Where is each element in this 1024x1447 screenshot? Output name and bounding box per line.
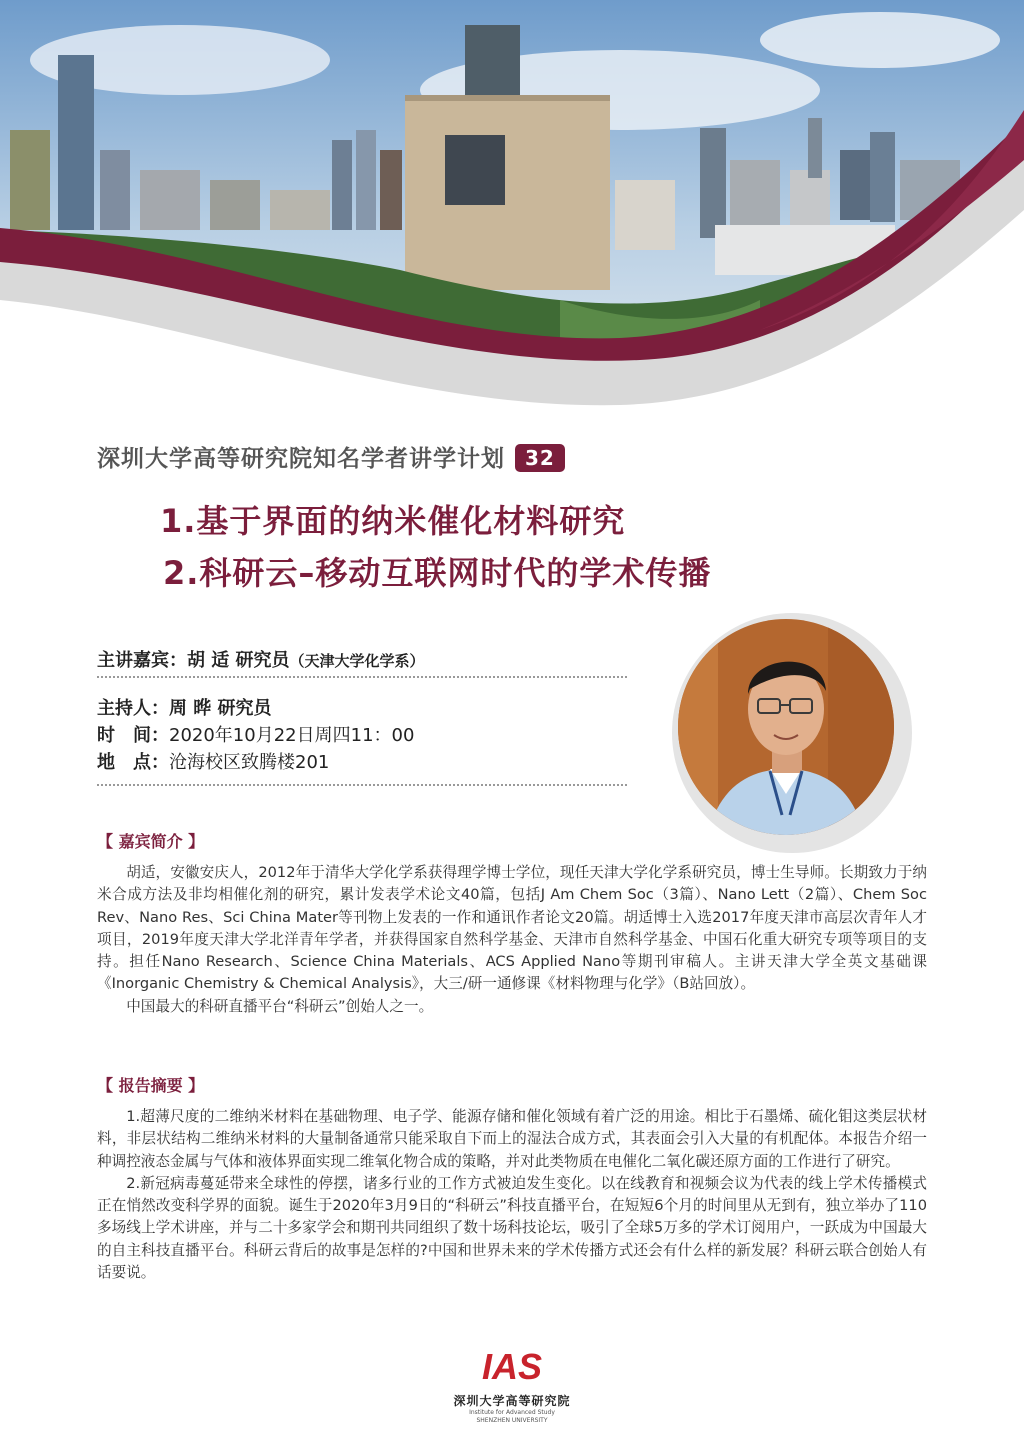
ias-logo-mark: [472, 1346, 552, 1386]
hero-banner-image: [0, 0, 1024, 430]
talk-title-2: 2.科研云–移动互联网时代的学术传播: [163, 554, 712, 592]
speaker-name: 胡 适 研究员: [187, 650, 290, 671]
logo-name-en-2: SHENZHEN UNIVERSITY: [476, 1417, 548, 1424]
speaker-label: 主讲嘉宾：: [97, 650, 187, 671]
abstract-heading: 【 报告摘要 】: [97, 1076, 205, 1095]
abstract-paragraph: 1.超薄尺度的二维纳米材料在基础物理、电子学、能源存储和催化领域有着广泛的用途。相比于石墨烯、硫化钼这类层状材料，非层状结构二维纳米材料的大量制备通常只能采取自下而上的湿法合成方式，其表面会引入大量的有机配体。本报告介绍一种调控液态金属与气体和液体界面实现二维氧化物合成的策略，并对此类物质在电催化二氧化碳还原方面的工作进行了研究。: [97, 1108, 927, 1170]
abstract-text: [97, 1106, 927, 1284]
speaker-affiliation: （天津大学化学系）: [289, 652, 425, 670]
place-label: 地 点：: [97, 752, 169, 773]
time-label: 时 间：: [97, 725, 169, 746]
bio-text: [97, 862, 927, 1018]
talk-title-1: 1.基于界面的纳米催化材料研究: [160, 502, 626, 540]
lecture-series-title: [97, 440, 565, 473]
host-value: 周 晔 研究员: [169, 698, 272, 719]
divider: [97, 784, 627, 786]
series-text: 深圳大学高等研究院知名学者讲学计划: [97, 446, 505, 472]
series-number-badge: 32: [515, 444, 565, 472]
time-line: [97, 721, 414, 747]
time-value: 2020年10月22日周四11：00: [169, 725, 415, 746]
host-label: 主持人：: [97, 698, 169, 719]
host-line: [97, 694, 272, 720]
place-line: [97, 748, 329, 774]
logo-name-cn: 深圳大学高等研究院: [453, 1394, 571, 1408]
bio-heading: 【 嘉宾简介 】: [97, 832, 205, 851]
place-value: 沧海校区致腾楼201: [169, 752, 330, 773]
logo-name-en-1: Institute for Advanced Study: [469, 1409, 555, 1416]
ias-logo-text: IAS: [481, 1346, 543, 1386]
speaker-portrait: [678, 619, 894, 835]
abstract-paragraph: 2.新冠病毒蔓延带来全球性的停摆，诸多行业的工作方式被迫发生变化。以在线教育和视频会议为代表的线上学术传播模式正在悄然改变科学界的面貌。诞生于2020年3月9日的“科研云”科技直播平台，在短短6个月的时间里从无到有，独立举办了110多场线上学术讲座，并与二十多家学会和期刊共同组织了数十场科技论坛，吸引了全球5万多的学术订阅用户，一跃成为中国最大的自主科技直播平台。科研云背后的故事是怎样的?中国和世界未来的学术传播方式还会有什么样的新发展？科研云联合创始人有话要说。: [97, 1174, 927, 1282]
ias-logo: [440, 1346, 584, 1425]
bio-paragraph: 胡适，安徽安庆人，2012年于清华大学化学系获得理学博士学位，现任天津大学化学系研究员，博士生导师。长期致力于纳米合成方法及非均相催化剂的研究，累计发表学术论文40篇，包括J Am Chem Soc（3篇）、Nano Lett（2篇）、Chem Soc Rev、Nano Res、Sci China Mater等刊物上发表的一作和通讯作者论文20篇。胡适博士入选2017年度天津市高层次青年人才项目，2019年度天津大学北洋青年学者，并获得国家自然科学基金、天津市自然科学基金、中国石化重大研究专项等项目的支持。担任Nano Research、Science China Materials、ACS Applied Nano等期刊审稿人。主讲天津大学全英文基础课《Inorganic Chemistry & Chemical Analysis》，大三/研一通修课《材料物理与化学》（B站回放）。: [97, 864, 927, 993]
bio-paragraph: 中国最大的科研直播平台“科研云”创始人之一。: [126, 997, 434, 1015]
speaker-portrait-frame: [672, 613, 912, 853]
speaker-line: [97, 646, 425, 672]
divider: [97, 676, 627, 678]
